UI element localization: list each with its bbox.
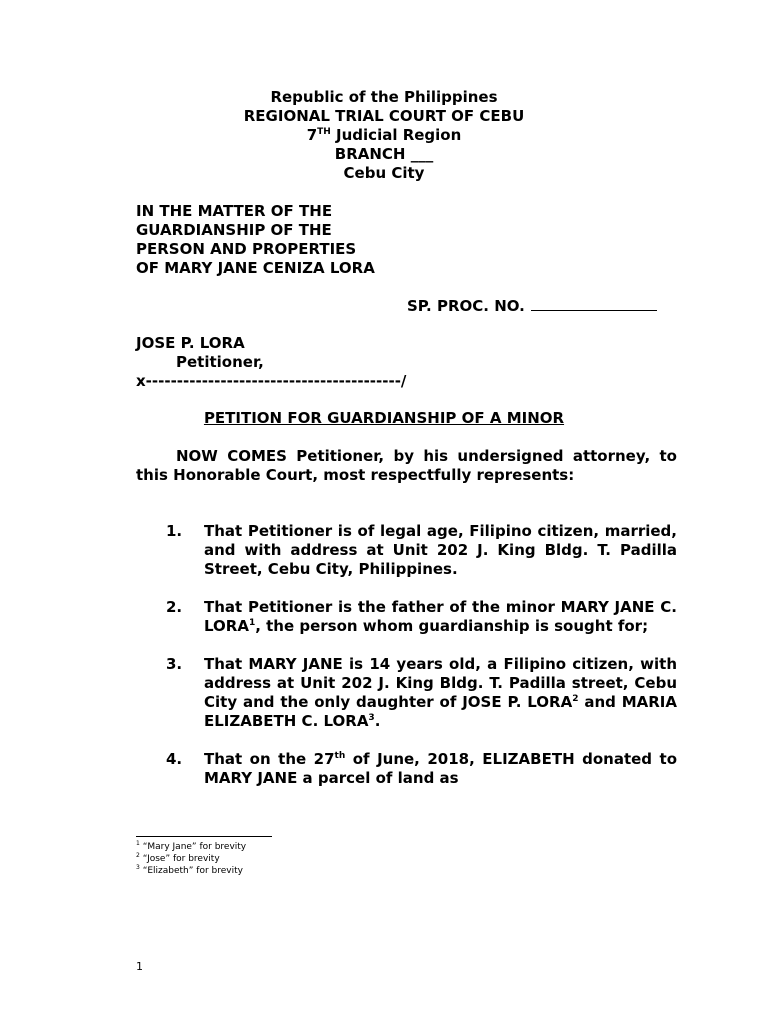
intro-paragraph xyxy=(136,447,677,485)
item-text: and MARIA ELIZABETH C. LORA xyxy=(204,693,677,730)
footnote-text: “Jose” for brevity xyxy=(139,854,220,864)
footnotes xyxy=(136,841,246,877)
footnote-number: 3 xyxy=(136,864,140,871)
footnote xyxy=(136,853,246,865)
item-number: 4. xyxy=(166,750,183,768)
numbered-allegations xyxy=(166,522,677,807)
footnote-ref: 1 xyxy=(248,618,256,628)
list-item xyxy=(166,522,677,579)
proc-number-label: SP. PROC. NO. xyxy=(407,297,525,315)
item-text: That Petitioner is the father of the minor MARY JANE C. LORA xyxy=(204,598,677,635)
court-caption xyxy=(0,88,768,183)
petition-title: PETITION FOR GUARDIANSHIP OF A MINOR xyxy=(203,409,565,427)
footnote-number: 2 xyxy=(136,852,140,859)
region-suffix: TH xyxy=(317,127,331,137)
caption-republic: Republic of the Philippines xyxy=(270,88,498,106)
list-item xyxy=(166,750,677,788)
intro-text: NOW COMES Petitioner, by his undersigned attorney, to this Honorable Court, most respectfully represents: xyxy=(136,447,677,484)
item-number: 3. xyxy=(166,655,183,673)
item-number: 2. xyxy=(166,598,183,616)
caption-branch: BRANCH ___ xyxy=(334,145,434,163)
footnote-ref: 3 xyxy=(368,713,375,723)
item-text: That MARY JANE is 14 years old, a Filipino citizen, with address at Unit 202 J. King Bldg. T. Padilla street, Cebu City and the only daughter of JOSE P. LORA xyxy=(204,655,677,711)
caption-city: Cebu City xyxy=(343,164,425,182)
item-text: , the person whom guardianship is sought for; xyxy=(255,617,649,635)
item-text: of June, 2018, ELIZABETH donated to MARY JANE a parcel of land as xyxy=(204,750,677,787)
page-number: 1 xyxy=(136,960,143,973)
caption-region xyxy=(0,126,768,145)
footnote-text: “Elizabeth” for brevity xyxy=(139,866,243,876)
item-number: 1. xyxy=(166,522,183,540)
region-number: 7 xyxy=(306,126,318,144)
footnote-text: “Mary Jane” for brevity xyxy=(139,842,247,852)
petitioner-label: Petitioner, xyxy=(176,353,264,371)
item-text: That on the 27 xyxy=(204,750,335,768)
caption-court: REGIONAL TRIAL COURT OF CEBU xyxy=(243,107,525,125)
list-item xyxy=(166,598,677,636)
matter-line: OF MARY JANE CENIZA LORA xyxy=(136,259,375,277)
caption-separator: x-----------------------------------------/ xyxy=(136,372,407,390)
ordinal-suffix: th xyxy=(334,751,346,761)
footnote-separator xyxy=(136,836,272,837)
matter-line: GUARDIANSHIP OF THE xyxy=(136,221,332,239)
matter-line: IN THE MATTER OF THE xyxy=(136,202,333,220)
item-text: That Petitioner is of legal age, Filipino citizen, married, and with address at Unit 202 J. King Bldg. T. Padilla Street, Cebu City, Philippines. xyxy=(204,522,677,578)
footnote-ref: 2 xyxy=(572,694,579,704)
region-text: Judicial Region xyxy=(330,126,462,144)
footnote-number: 1 xyxy=(136,840,140,847)
list-item xyxy=(166,655,677,731)
petitioner-name: JOSE P. LORA xyxy=(136,334,245,352)
proc-number xyxy=(407,297,657,316)
footnote xyxy=(136,865,246,877)
case-matter xyxy=(136,202,375,278)
proc-number-blank xyxy=(531,297,657,311)
footnote xyxy=(136,841,246,853)
matter-line: PERSON AND PROPERTIES xyxy=(136,240,357,258)
item-text: . xyxy=(374,712,381,730)
